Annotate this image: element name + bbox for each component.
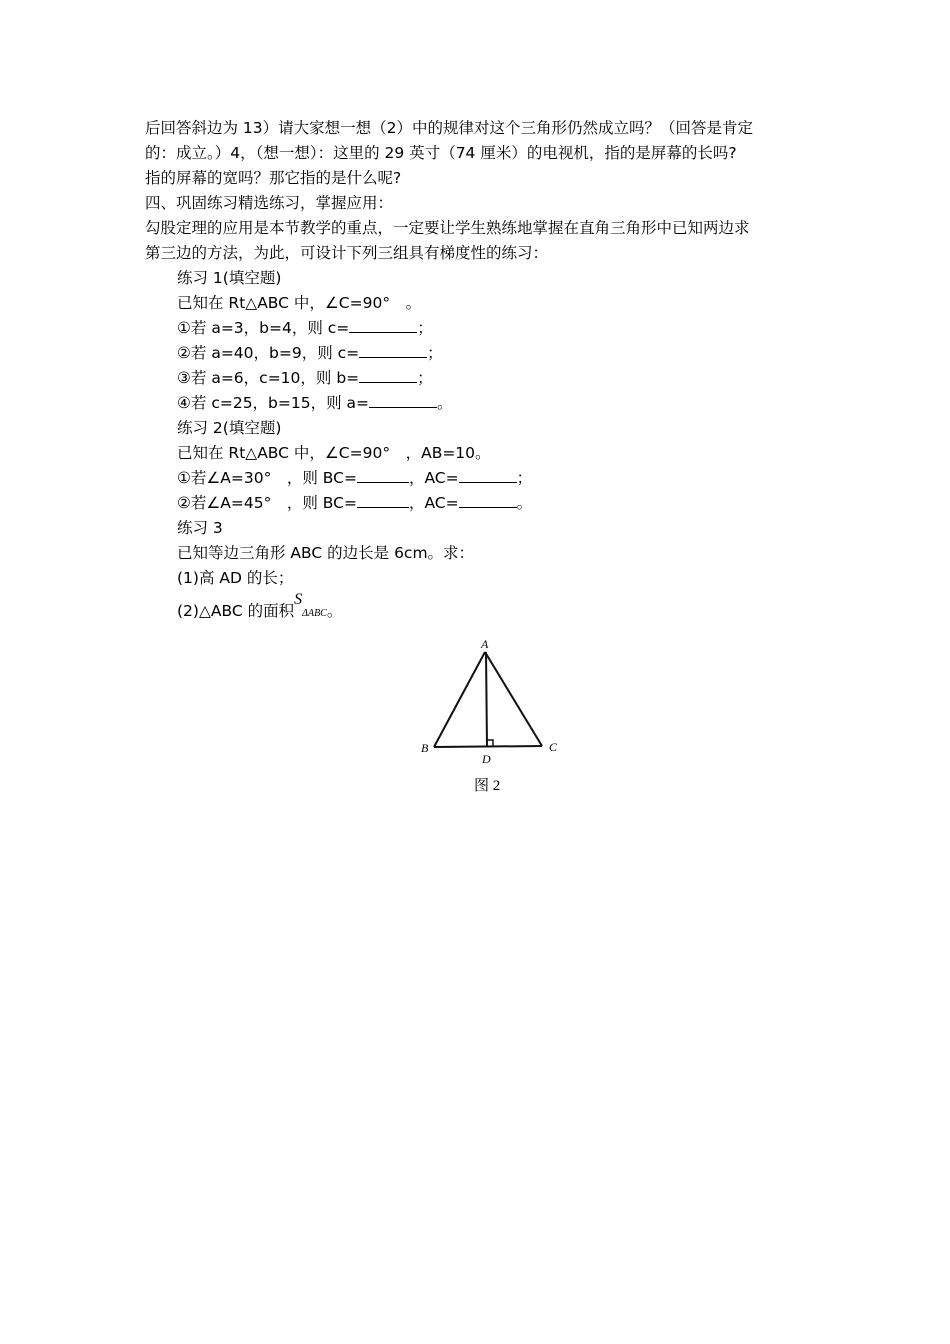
item-end: 。 [516, 494, 533, 512]
answer-blank [357, 468, 409, 483]
answer-blank [459, 468, 517, 483]
side-ab [434, 652, 485, 747]
q2-end: 。 [326, 602, 343, 620]
exercise-2-item [177, 493, 532, 513]
section-heading: 四、巩固练习精选练习，掌握应用： [145, 194, 394, 212]
label-b: B [421, 741, 429, 755]
item-end: ； [417, 319, 433, 337]
item-text: ④若 c=25，b=15，则 a= [177, 394, 370, 412]
item-text: ①若∠A=30° ，则 BC= [177, 469, 357, 487]
item-end: ； [427, 344, 443, 362]
answer-blank [359, 343, 427, 358]
paragraph-line: 第三边的方法，为此，可设计下列三组具有梯度性的练习： [145, 244, 549, 262]
item-text: ①若 a=3，b=4，则 c= [177, 319, 350, 337]
item-text: ③若 a=6，c=10，则 b= [177, 369, 360, 387]
area-symbol: S [294, 591, 303, 608]
q2-text: (2)△ABC 的面积 [177, 602, 295, 620]
item-text: ②若 a=40，b=9，则 c= [177, 344, 360, 362]
paragraph-line: 后回答斜边为 13）请大家想一想（2）中的规律对这个三角形仍然成立吗？（回答是肯定 [145, 119, 754, 137]
answer-blank [349, 318, 417, 333]
paragraph-line: 指的屏幕的宽吗？那它指的是什么呢? [145, 169, 402, 187]
label-d: D [482, 752, 491, 766]
exercise-1-item [177, 343, 443, 363]
exercise-3-q2 [177, 591, 343, 624]
exercise-1-given: 已知在 Rt△ABC 中，∠C=90° 。 [177, 294, 422, 312]
exercise-1-item [177, 393, 453, 413]
answer-blank [369, 393, 437, 408]
exercise-1-item [177, 368, 433, 388]
item-text: ，AC= [408, 469, 459, 487]
paragraph-line: 的：成立。）4，（想一想）：这里的 29 英寸（74 厘米）的电视机，指的是屏幕的长吗? [145, 144, 737, 162]
exercise-1-title: 练习 1(填空题) [177, 269, 282, 287]
area-subscript: ΔABC [302, 608, 327, 619]
exercise-2-title: 练习 2(填空题) [177, 419, 282, 437]
exercise-2-given: 已知在 Rt△ABC 中，∠C=90° ，AB=10。 [177, 444, 491, 462]
item-end: 。 [437, 394, 453, 412]
paragraph-line: 勾股定理的应用是本节教学的重点，一定要让学生熟练地掌握在直角三角形中已知两边求 [145, 219, 750, 237]
triangle-figure [410, 630, 570, 770]
exercise-1-item [177, 318, 433, 338]
altitude-ad [486, 652, 487, 747]
figure-caption: 图 2 [474, 778, 501, 794]
answer-blank [359, 368, 417, 383]
item-end: ； [417, 369, 433, 387]
item-end: ； [516, 469, 533, 487]
exercise-3-title: 练习 3 [177, 519, 223, 537]
item-text: ②若∠A=45° ，则 BC= [177, 494, 357, 512]
label-a: A [481, 637, 489, 651]
answer-blank [357, 493, 409, 508]
item-text: ，AC= [408, 494, 459, 512]
answer-blank [459, 493, 517, 508]
label-c: C [549, 740, 558, 754]
exercise-2-item [177, 468, 532, 488]
exercise-3-given: 已知等边三角形 ABC 的边长是 6cm。求： [177, 544, 475, 562]
side-ac [485, 652, 542, 746]
side-bc [434, 746, 542, 747]
exercise-3-q1: (1)高 AD 的长； [177, 569, 294, 587]
